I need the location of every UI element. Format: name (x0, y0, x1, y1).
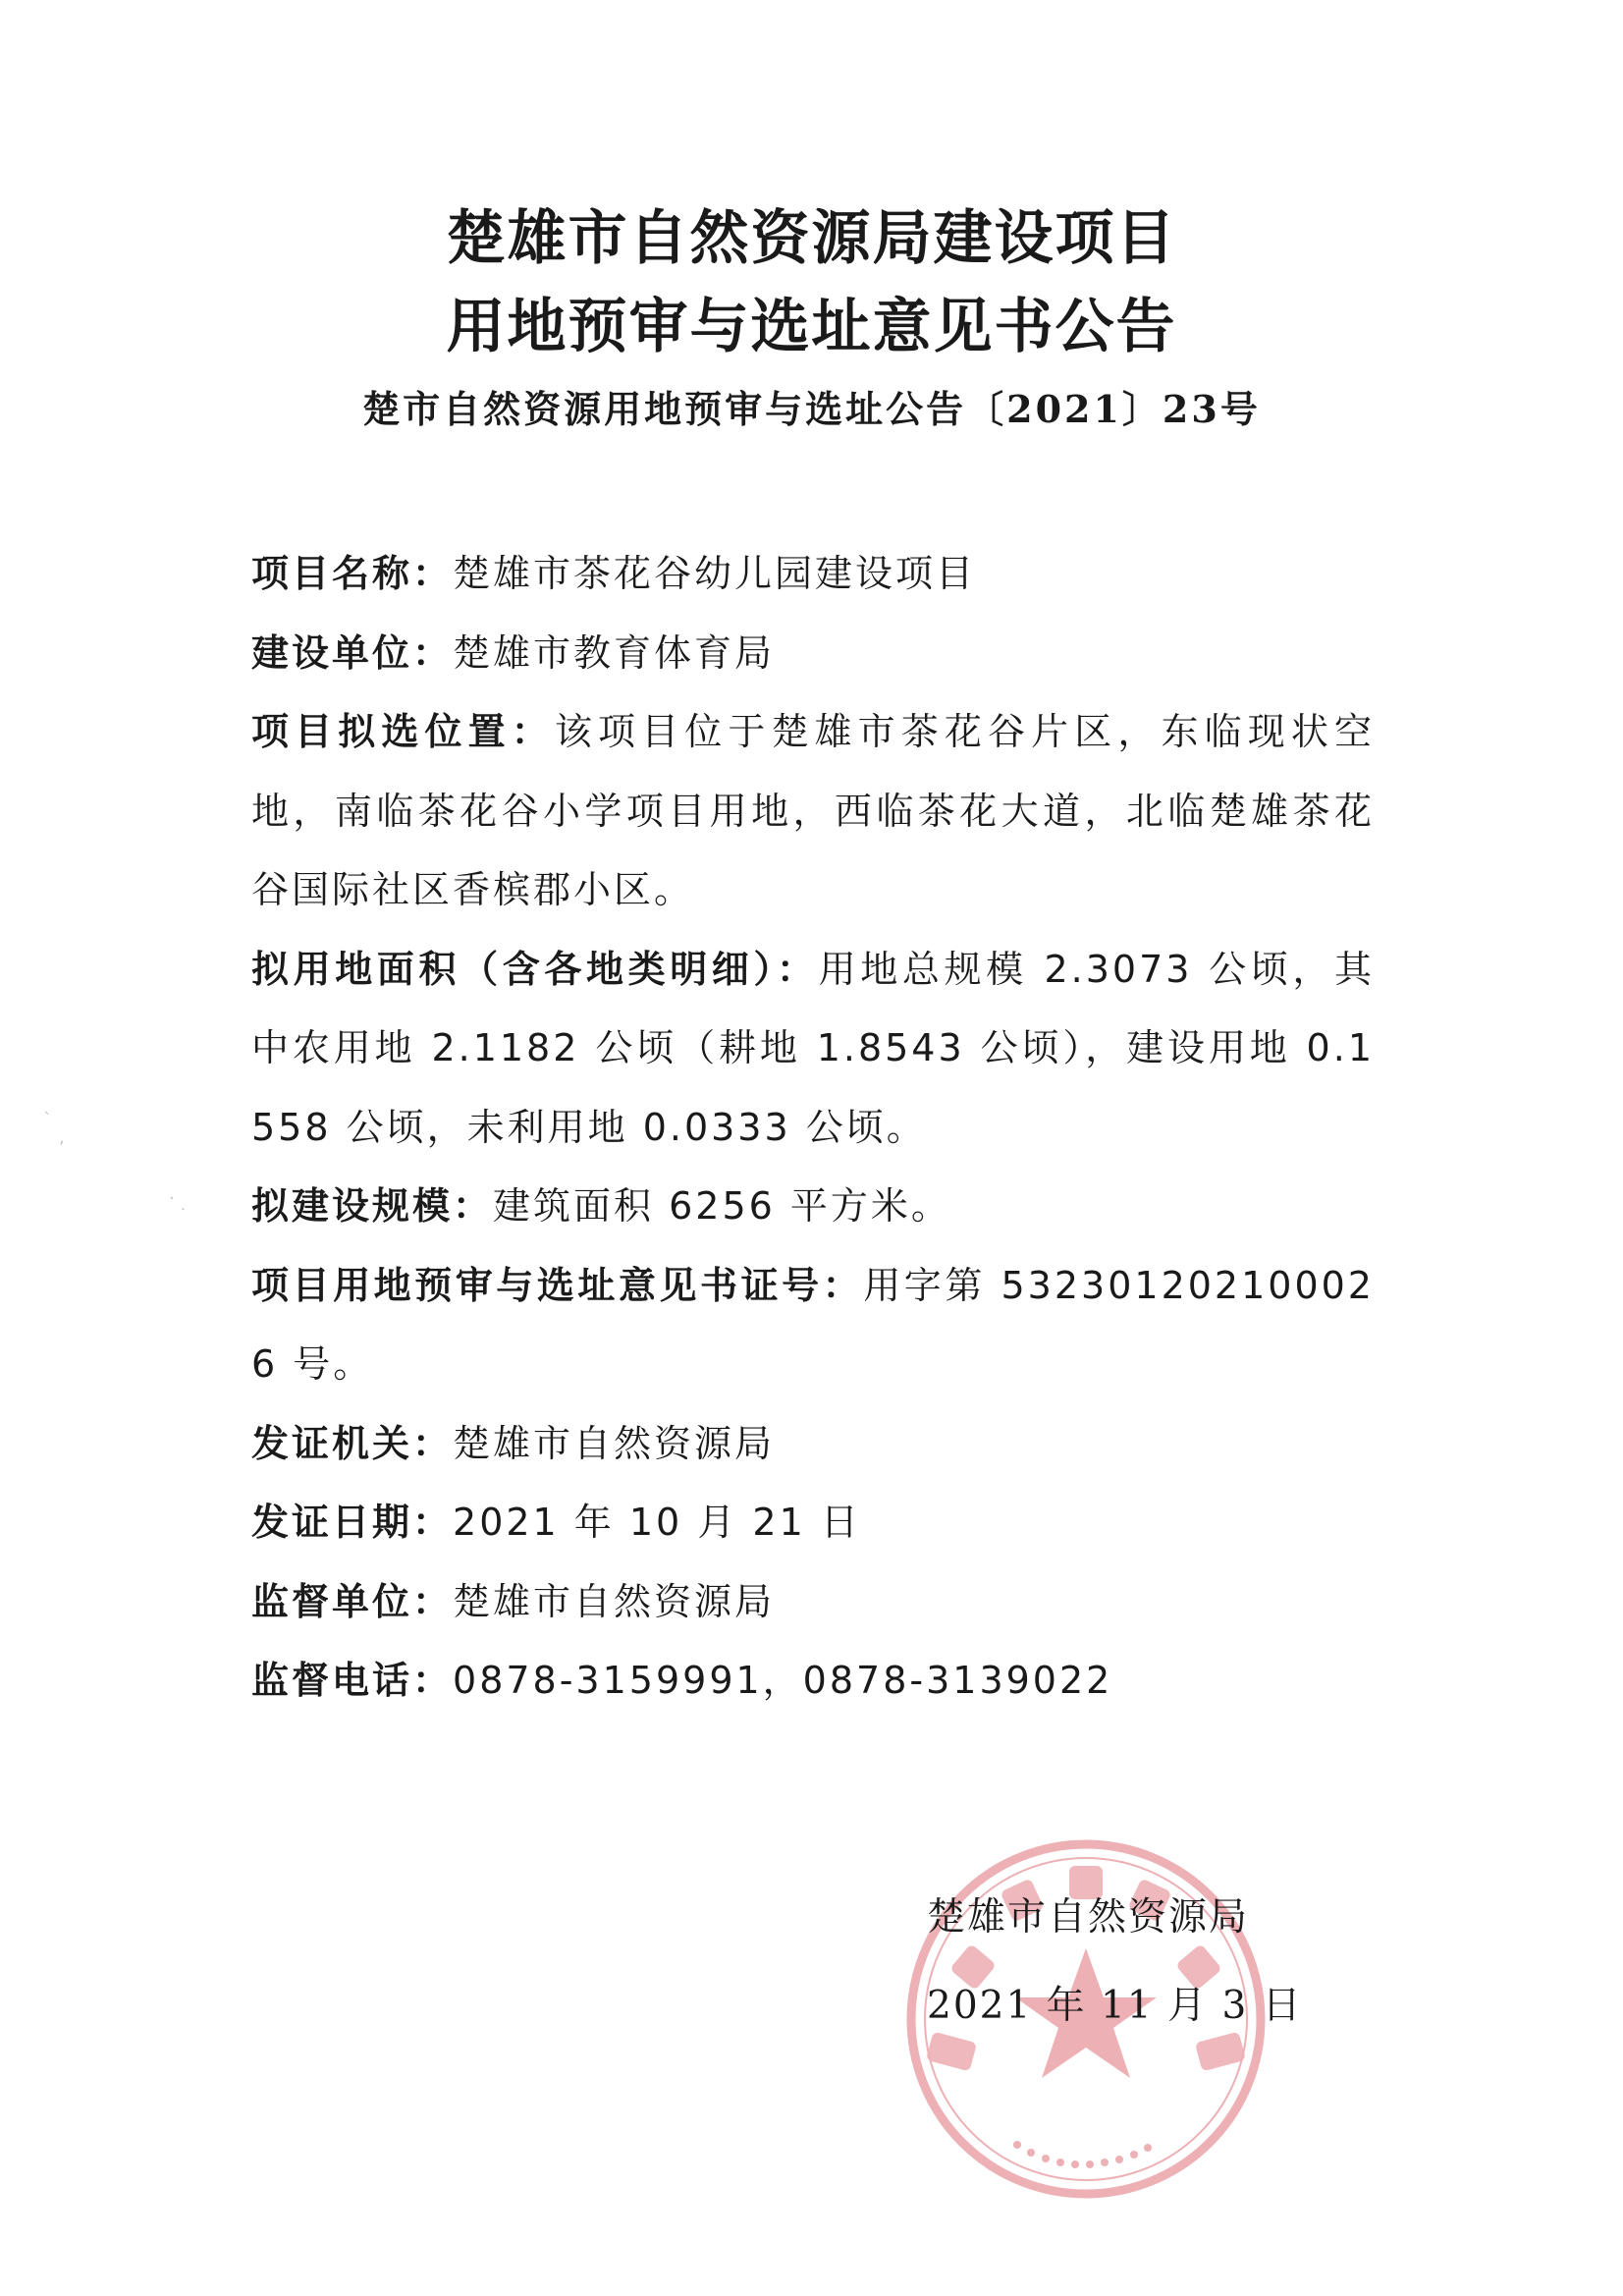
scan-speck: ˋ (43, 1110, 52, 1130)
field-proposed-location (251, 692, 1375, 930)
field-value: 楚雄市教育体育局 (453, 630, 776, 675)
document-number: 楚市自然资源用地预审与选址公告〔2021〕23号 (362, 387, 1261, 431)
document-title-line-1: 楚雄市自然资源局建设项目 (446, 204, 1177, 273)
field-value: 楚雄市自然资源局 (453, 1421, 776, 1465)
document-title-line-2: 用地预审与选址意见书公告 (446, 293, 1177, 361)
field-label: 项目拟选位置： (251, 710, 555, 753)
field-value: 2021 年 10 月 21 日 (453, 1501, 861, 1544)
field-value: 楚雄市自然资源局 (453, 1579, 776, 1623)
announcement-body (251, 534, 1375, 1721)
field-construction-unit (251, 614, 1375, 693)
field-project-name (251, 534, 1375, 614)
field-construction-scale (251, 1167, 1375, 1246)
field-value: 该项目位于楚雄市茶花谷片区，东临现状空地，南临茶花谷小学项目用地，西临茶花大道，北临楚雄茶花谷国际社区香槟郡小区。 (251, 710, 1375, 911)
field-label: 发证日期： (251, 1501, 454, 1544)
signature-date: 2021 年 11 月 3 日 (927, 1984, 1303, 2028)
field-value: 用字第 532301202100026 号。 (251, 1263, 1375, 1386)
field-issue-date (251, 1483, 1375, 1562)
field-land-area (251, 930, 1375, 1168)
field-certificate-number (251, 1246, 1375, 1404)
field-label: 项目用地预审与选址意见书证号： (251, 1263, 864, 1307)
signature-block (927, 1874, 1339, 2050)
field-label: 监督电话： (251, 1659, 454, 1702)
field-value: 楚雄市茶花谷幼儿园建设项目 (453, 552, 977, 595)
scan-speck: · (169, 1188, 175, 1209)
field-value: 用地总规模 2.3073 公顷，其中农用地 2.1182 公顷（耕地 1.8543 公顷），建设用地 0.1558 公顷，未利用地 0.0333 公顷。 (251, 947, 1375, 1149)
field-supervision-phone (251, 1641, 1375, 1721)
field-value: 建筑面积 6256 平方米。 (493, 1184, 951, 1228)
scan-speck: , (59, 1127, 65, 1148)
field-label: 拟用地面积（含各地类明细）： (251, 947, 819, 991)
field-value: 0878-3159991，0878-3139022 (453, 1659, 1113, 1702)
scan-speck: ˙ (179, 1206, 188, 1227)
field-label: 建设单位： (251, 630, 454, 675)
field-label: 发证机关： (251, 1421, 454, 1465)
field-issuing-authority (251, 1404, 1375, 1484)
field-label: 拟建设规模： (251, 1184, 494, 1228)
field-supervising-unit (251, 1562, 1375, 1642)
field-label: 监督单位： (251, 1579, 454, 1623)
signature-issuer: 楚雄市自然资源局 (927, 1895, 1250, 1940)
field-label: 项目名称： (251, 552, 454, 595)
seal-serial-digits (1013, 2141, 1152, 2168)
